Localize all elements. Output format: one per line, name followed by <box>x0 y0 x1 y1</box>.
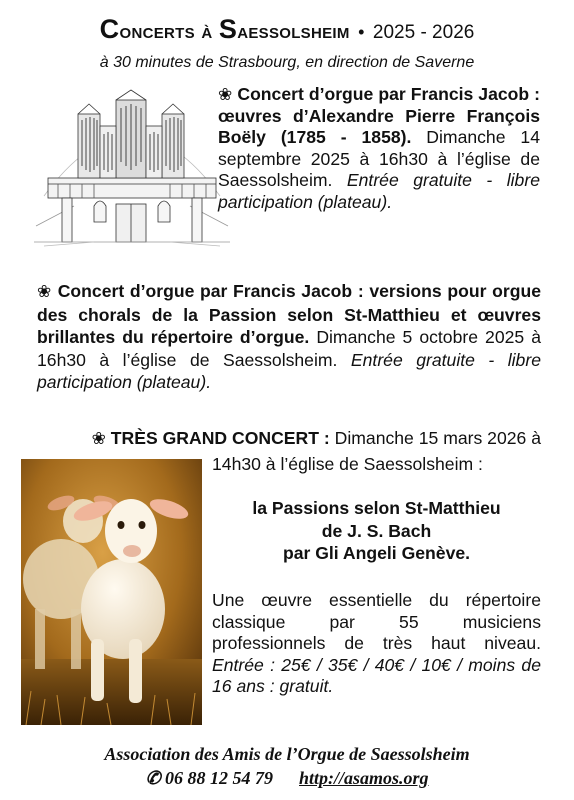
concert-3-prices: Entrée : 25€ / 35€ / 40€ / 10€ / moins de 16 ans : gratuit. <box>212 654 541 696</box>
concert-1-date: Dimanche 14 septembre 2025 à 16h30 à l’église de Saessolsheim. <box>218 127 540 190</box>
passion-line-1: la Passions selon St-Matthieu <box>252 498 501 518</box>
season-years: 2025 - 2026 <box>372 22 475 43</box>
flower-icon: ❀ <box>37 282 53 301</box>
flower-icon: ❀ <box>91 429 106 448</box>
concert-3-date-line1: Dimanche 15 mars 2026 à <box>329 428 541 448</box>
organ-drawing <box>34 85 233 254</box>
concert-1-text <box>218 84 540 213</box>
page-header <box>0 14 574 45</box>
concert-2-text <box>37 280 541 394</box>
title-initial-c: C <box>99 14 120 44</box>
concert-3-heading <box>37 427 541 451</box>
location-subtitle: à 30 minutes de Strasbourg, en direction de Saverne <box>99 54 475 71</box>
title-bullet: • <box>358 22 365 42</box>
concert-2-date: Dimanche 5 octobre 2025 à 16h30 à l’église de Saessolsheim. <box>37 327 541 370</box>
website-link[interactable]: http://asamos.org <box>299 768 429 788</box>
association-name: Association des Amis de l’Orgue de Saessolsheim <box>104 744 470 764</box>
concert-1-title: Concert d’orgue par Francis Jacob : œuvres d’Alexandre Pierre François Boëly (1785 - 1858). <box>218 84 540 147</box>
passion-line-3: par Gli Angeli Genève. <box>282 543 471 563</box>
title-part-1: oncerts à <box>119 18 219 43</box>
concert-3-desc-text: Une œuvre essentielle du répertoire classique par 55 musiciens professionnels de très haut niveau. <box>212 590 541 653</box>
passion-line-2: de J. S. Bach <box>321 520 432 541</box>
title-part-2: aessolsheim <box>237 18 350 43</box>
passion-title <box>212 497 541 565</box>
concert-3-title: TRÈS GRAND CONCERT : <box>110 428 330 448</box>
contact-line <box>0 768 574 789</box>
lamb-photo <box>21 459 202 725</box>
flower-icon: ❀ <box>218 85 233 104</box>
phone-number: ✆ 06 88 12 54 79 <box>145 768 274 788</box>
page-title <box>99 14 350 44</box>
concert-3-date-line2: 14h30 à l’église de Saessolsheim : <box>212 454 483 474</box>
concert-3-description <box>212 590 541 698</box>
concert-1-entry: Entrée gratuite - libre participation (plateau). <box>218 170 540 212</box>
concert-2-entry: Entrée gratuite - libre participation (plateau). <box>37 349 541 392</box>
concert-2-title: Concert d’orgue par Francis Jacob : versions pour orgue des chorals de la Passion selon St-Matthieu et œuvres brillantes du répertoire d’orgue. <box>37 281 542 347</box>
title-initial-s: S <box>218 14 238 44</box>
